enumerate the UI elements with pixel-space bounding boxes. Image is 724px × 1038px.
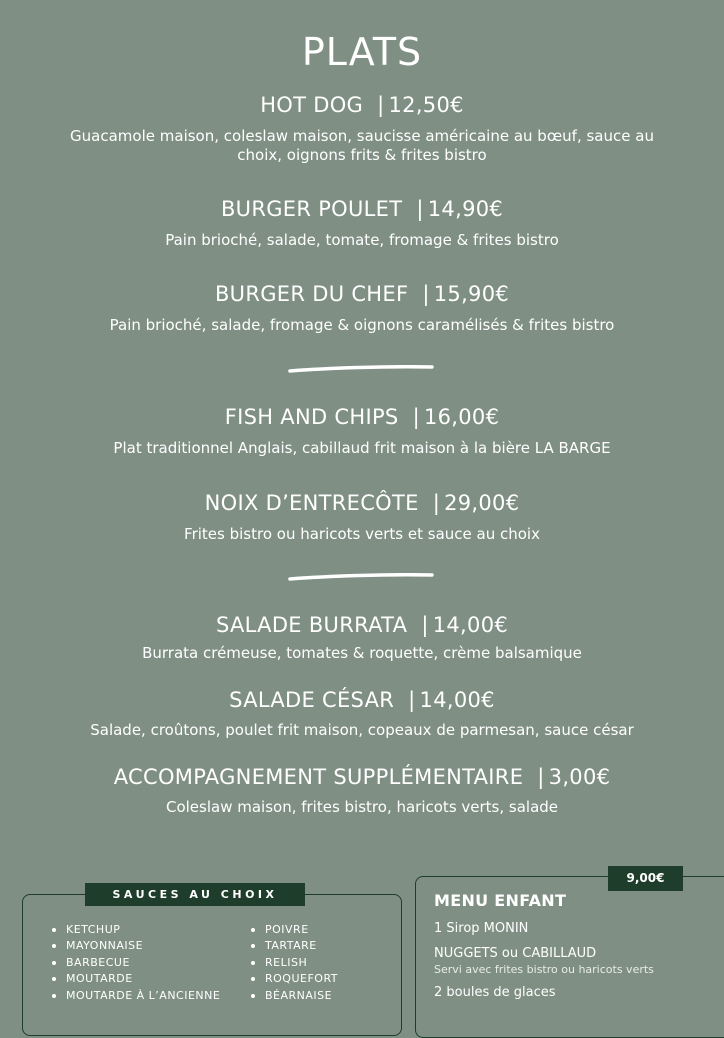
sauce-item: MAYONNAISE: [50, 938, 220, 954]
price-separator: |: [408, 688, 416, 712]
dish-item-salade-cesar: [0, 687, 724, 740]
dish-description: Pain brioché, salade, fromage & oignons caramélisés & frites bistro: [109, 316, 615, 334]
price-separator: |: [416, 197, 424, 221]
dish-description: Salade, croûtons, poulet frit maison, copeaux de parmesan, sauce césar: [90, 721, 634, 739]
sauce-item: POIVRE: [249, 922, 338, 938]
dish-item-burger-poulet: [0, 196, 724, 250]
dish-name: BURGER DU CHEF: [214, 282, 409, 306]
dish-description: Pain brioché, salade, tomate, fromage & frites bistro: [165, 231, 559, 249]
page-title: PLATS: [301, 30, 423, 74]
kids-menu-note: Servi avec frites bistro ou haricots verts: [434, 963, 654, 976]
price-separator: |: [537, 765, 545, 789]
kids-menu-item: 2 boules de glaces: [434, 985, 556, 1000]
dish-item-burger-du-chef: [0, 281, 724, 335]
dish-item-accompagnement: [0, 764, 724, 817]
sauce-item: KETCHUP: [50, 922, 220, 938]
dish-price: 16,00€: [423, 405, 500, 429]
sauce-item: ROQUEFORT: [249, 971, 338, 987]
dish-title: [0, 490, 724, 516]
price-separator: |: [422, 282, 430, 306]
dish-title: [0, 764, 724, 790]
dish-description: Frites bistro ou haricots verts et sauce au choix: [184, 525, 540, 543]
dish-price: 29,00€: [444, 491, 520, 515]
price-separator: |: [412, 405, 420, 429]
dish-price: 14,00€: [432, 613, 509, 637]
sauces-list-left: [50, 922, 220, 1004]
dish-item-hot-dog: [0, 92, 724, 165]
dish-description: Guacamole maison, coleslaw maison, saucisse américaine au bœuf, sauce au choix, oignons frits & frites bistro: [70, 127, 654, 164]
sauce-item: BÉARNAISE: [249, 988, 338, 1004]
price-separator: |: [377, 93, 385, 117]
dish-item-noix-entrecote: [0, 490, 724, 544]
price-separator: |: [432, 491, 441, 515]
dish-name: SALADE BURRATA: [215, 613, 408, 637]
dish-description: Plat traditionnel Anglais, cabillaud frit maison à la bière LA BARGE: [113, 439, 611, 457]
dish-name: HOT DOG: [260, 93, 364, 117]
sauce-item: TARTARE: [249, 938, 338, 954]
price-separator: |: [421, 613, 429, 637]
dish-title: [0, 281, 724, 307]
dish-title: [0, 404, 724, 430]
dish-price: 15,90€: [433, 282, 510, 306]
sauce-item: MOUTARDE À L’ANCIENNE: [50, 988, 220, 1004]
kids-menu-title: MENU ENFANT: [434, 891, 567, 910]
kids-menu-price: 9,00€: [608, 866, 683, 891]
sauces-title: SAUCES AU CHOIX: [85, 883, 305, 906]
dish-title: [0, 196, 724, 222]
dish-title: [0, 687, 724, 713]
sauce-item: MOUTARDE: [50, 971, 220, 987]
kids-menu-item: NUGGETS ou CABILLAUD: [434, 946, 597, 961]
brush-divider: [288, 573, 434, 581]
dish-title: [0, 612, 724, 638]
dish-name: FISH AND CHIPS: [224, 405, 399, 429]
dish-price: 14,90€: [427, 197, 504, 221]
sauces-list-right: [249, 922, 338, 1004]
dish-item-fish-and-chips: [0, 404, 724, 458]
dish-name: ACCOMPAGNEMENT SUPPLÉMENTAIRE: [113, 765, 524, 789]
dish-price: 12,50€: [388, 93, 464, 117]
dish-name: SALADE CÉSAR: [229, 688, 395, 712]
sauce-item: RELISH: [249, 955, 338, 971]
dish-name: BURGER POULET: [220, 197, 403, 221]
dish-item-salade-burrata: [0, 612, 724, 663]
kids-menu-item: 1 Sirop MONIN: [434, 921, 529, 936]
dish-price: 14,00€: [419, 688, 495, 712]
dish-name: NOIX D’ENTRECÔTE: [204, 491, 419, 515]
dish-title: [0, 92, 724, 118]
brush-divider: [288, 365, 434, 373]
dish-description: Coleslaw maison, frites bistro, haricots verts, salade: [165, 798, 559, 816]
dish-description: Burrata crémeuse, tomates & roquette, crème balsamique: [142, 644, 582, 662]
dish-price: 3,00€: [548, 765, 611, 789]
sauce-item: BARBECUE: [50, 955, 220, 971]
